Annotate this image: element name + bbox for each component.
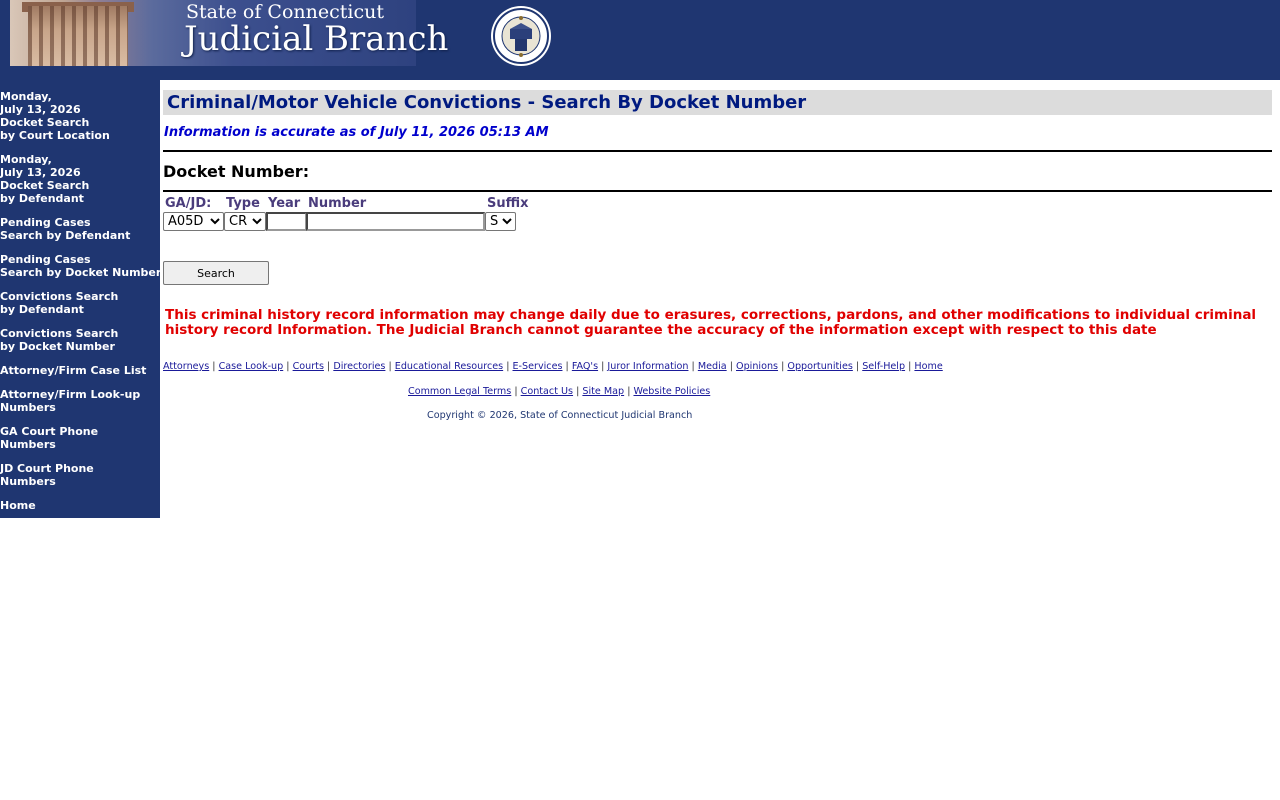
sidebar-nav [0,80,160,518]
sidebar-item-label: Numbers [0,401,56,414]
sidebar-item-label: Home [0,499,36,512]
footer-separator: | [729,361,733,372]
sidebar-item-pending-docket[interactable] [0,253,161,279]
footer-link-opportunities[interactable]: Opportunities [787,361,853,372]
sidebar-item-home[interactable] [0,499,36,512]
footer-link-courts[interactable]: Courts [292,361,324,372]
sidebar-item-label: Numbers [0,475,56,488]
footer-link-home[interactable]: Home [914,361,943,372]
sidebar-item-label: July 13, 2026 [0,166,81,179]
sidebar-item-jd-phone[interactable] [0,462,94,488]
footer-link-directories[interactable]: Directories [333,361,386,372]
footer-link-media[interactable]: Media [697,361,727,372]
type-select[interactable] [224,212,266,231]
footer-link-common-legal-terms[interactable]: Common Legal Terms [408,386,512,397]
banner-branch-text: Judicial Branch [184,19,449,59]
suffix-label: Suffix [487,196,529,211]
sidebar-item-label: GA Court Phone [0,425,99,438]
footer-separator: | [388,361,392,372]
footer-link-case-lookup[interactable]: Case Look-up [218,361,284,372]
sidebar-item-label: Search by Defendant [0,229,131,242]
judicial-seal-icon[interactable] [490,5,552,67]
sidebar-item-label: July 13, 2026 [0,103,81,116]
sidebar-item-convictions-docket[interactable] [0,327,118,353]
sidebar-item-label: Search by Docket Number [0,266,162,279]
year-label: Year [268,196,301,211]
sidebar-item-label: Pending Cases [0,216,91,229]
search-button[interactable]: Search [163,261,269,285]
year-input[interactable] [266,212,307,231]
sidebar-item-label: by Docket Number [0,340,115,353]
sidebar-item-label: Numbers [0,438,56,451]
footer-link-site-map[interactable]: Site Map [582,386,625,397]
footer-separator: | [327,361,331,372]
footer-separator: | [212,361,216,372]
sidebar-item-label: Docket Search [0,116,90,129]
footer-separator: | [565,361,569,372]
sidebar-item-label: Docket Search [0,179,90,192]
sidebar-item-docket-search-defendant[interactable] [0,153,89,205]
footer-separator: | [627,386,631,397]
sidebar-item-label: by Defendant [0,303,84,316]
footer-links-secondary [408,386,710,397]
courthouse-photo [10,0,449,66]
sidebar-item-convictions-defendant[interactable] [0,290,118,316]
footer-separator: | [601,361,605,372]
footer-link-attorneys[interactable]: Attorneys [163,361,210,372]
sidebar-item-docket-search-court-location[interactable] [0,90,110,142]
footer-separator: | [286,361,290,372]
sidebar-item-ga-phone[interactable] [0,425,98,451]
footer-link-e-services[interactable]: E-Services [512,361,563,372]
footer-separator: | [691,361,695,372]
page-title: Criminal/Motor Vehicle Convictions - Search By Docket Number [167,92,807,113]
page-title-bar [163,90,1272,115]
copyright-text: Copyright © 2026, State of Connecticut Judicial Branch [427,410,693,421]
footer-separator: | [855,361,860,372]
footer-separator: | [781,361,785,372]
footer-link-contact-us[interactable]: Contact Us [520,386,574,397]
sidebar-item-label: Pending Cases [0,253,91,266]
footer-links [163,361,943,372]
docket-number-heading: Docket Number: [163,162,310,181]
number-label: Number [308,196,367,211]
courthouse-building-image [28,6,128,66]
sidebar-item-label: Attorney/Firm Look-up [0,388,141,401]
gajd-label: GA/JD: [165,196,212,211]
footer-separator: | [576,386,580,397]
footer-separator: | [506,361,510,372]
banner-state-text: State of Connecticut [186,1,384,23]
footer-link-juror-information[interactable]: Juror Information [607,361,689,372]
sidebar-item-label: JD Court Phone [0,462,94,475]
sidebar-item-label: by Defendant [0,192,84,205]
sidebar-item-label: Monday, [0,90,52,103]
header-banner [0,0,1280,80]
footer-separator: | [514,386,518,397]
footer-link-faqs[interactable]: FAQ's [571,361,599,372]
sidebar-item-label: Attorney/Firm Case List [0,364,147,377]
accuracy-note: Information is accurate as of July 11, 2026 05:13 AM [164,125,549,140]
number-input[interactable] [306,212,485,231]
sidebar-item-attorney-lookup[interactable] [0,388,140,414]
sidebar-item-label: Convictions Search [0,327,119,340]
sidebar-item-label: Monday, [0,153,52,166]
gajd-select[interactable] [163,212,224,231]
sidebar-item-pending-defendant[interactable] [0,216,130,242]
sidebar-item-label: Convictions Search [0,290,119,303]
footer-link-website-policies[interactable]: Website Policies [633,386,711,397]
suffix-select[interactable] [485,212,516,231]
disclaimer-text: This criminal history record information may change daily due to erasures, corrections, pardons, and other modifications to individual criminal history record Information. The Judicial Branch cannot guarantee the accuracy of the information except with respect to this date [165,307,1257,338]
footer-link-educational-resources[interactable]: Educational Resources [394,361,504,372]
footer-link-opinions[interactable]: Opinions [736,361,779,372]
footer-link-self-help[interactable]: Self-Help [862,361,906,372]
type-label: Type [226,196,260,211]
divider [163,150,1272,152]
sidebar-item-label: by Court Location [0,129,110,142]
divider [163,190,1272,192]
footer-separator: | [908,361,912,372]
sidebar-item-attorney-case-list[interactable] [0,364,146,377]
